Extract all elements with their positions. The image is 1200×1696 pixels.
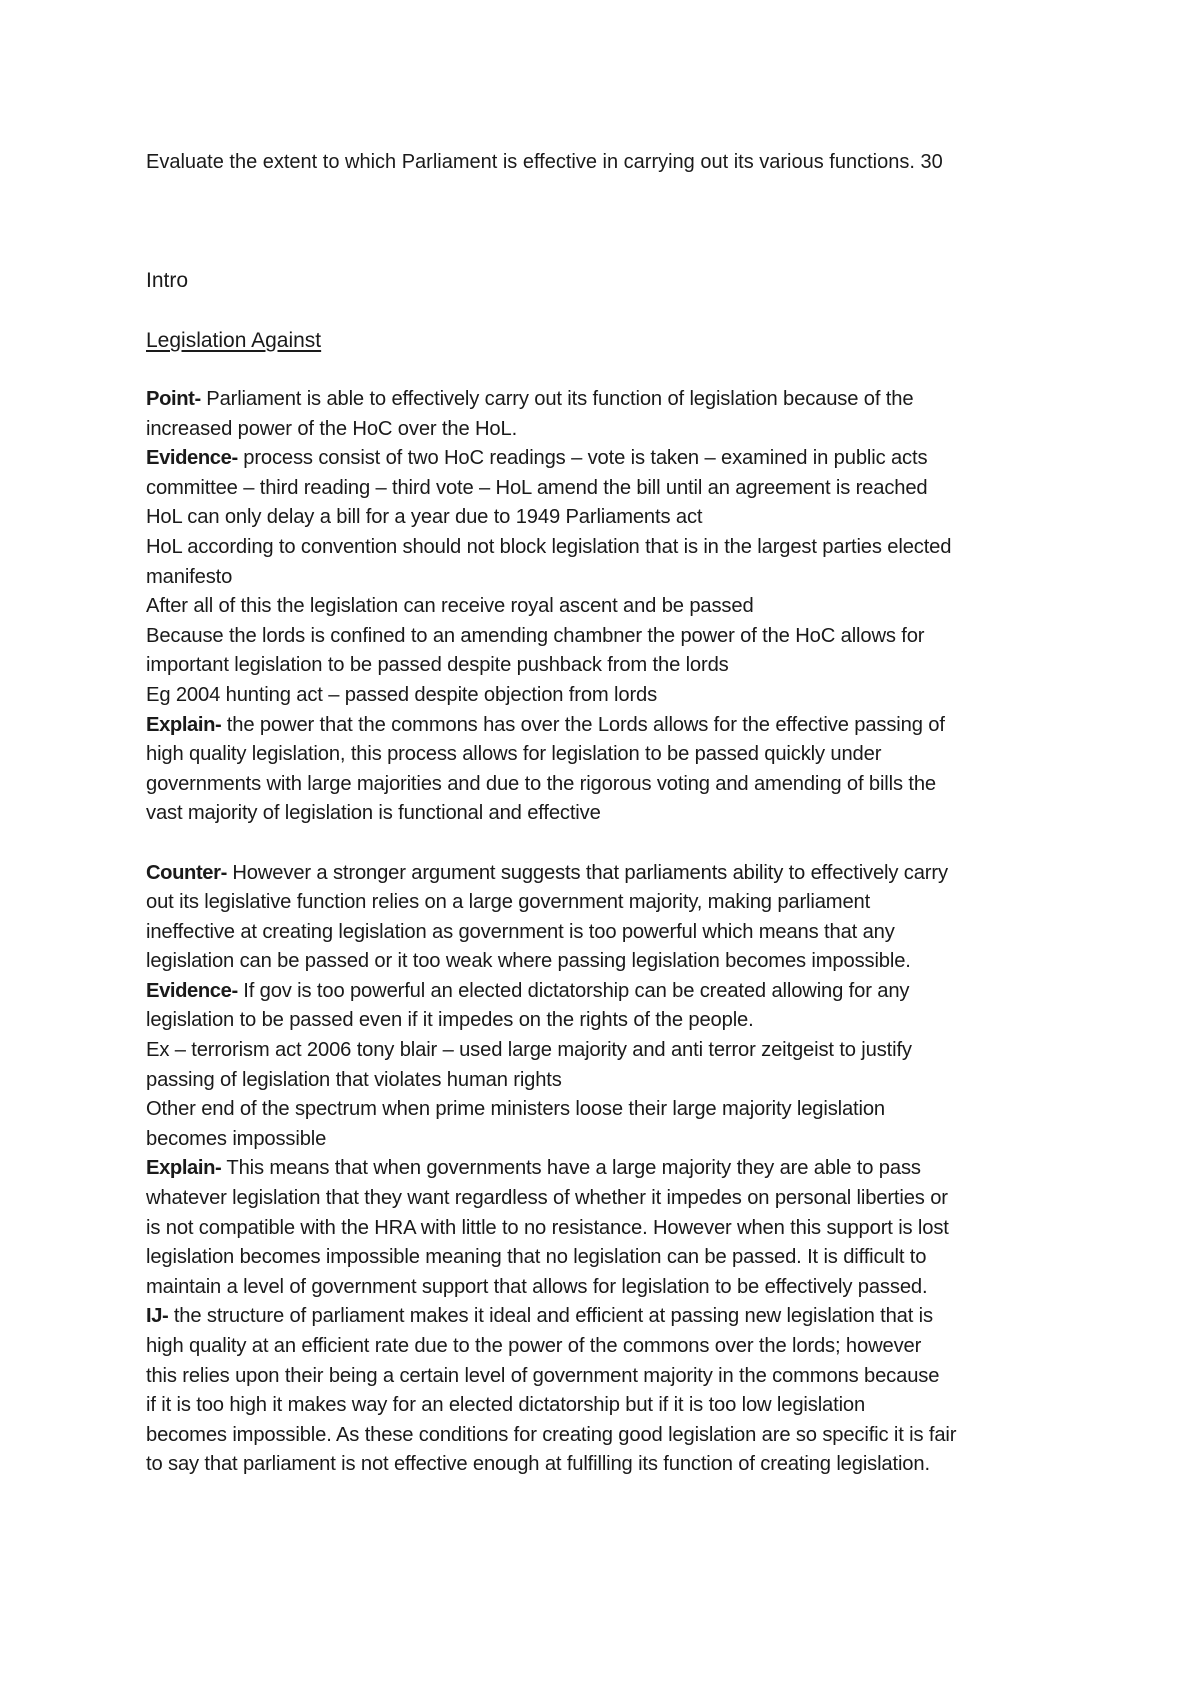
blank-line (146, 829, 1086, 859)
body-line: legislation becomes impossible meaning that no legislation can be passed. It is difficult to (146, 1246, 927, 1269)
body-line: this relies upon their being a certain level of government majority in the commons because (146, 1364, 940, 1387)
body-line: becomes impossible. As these conditions for creating good legislation are so specific it is fair (146, 1423, 957, 1446)
body-line: legislation can be passed or it too weak where passing legislation becomes impossible. (146, 950, 911, 973)
body-line: Evidence- If gov is too powerful an elected dictatorship can be created allowing for any (146, 979, 910, 1002)
body-line: HoL can only delay a bill for a year due to 1949 Parliaments act (146, 506, 703, 529)
body-line: Evidence- process consist of two HoC readings – vote is taken – examined in public acts (146, 447, 928, 470)
body-line: maintain a level of government support that allows for legislation to be effectively passed. (146, 1275, 928, 1298)
body-line: IJ- the structure of parliament makes it ideal and efficient at passing new legislation that is (146, 1305, 933, 1328)
body-line: important legislation to be passed despite pushback from the lords (146, 654, 729, 677)
body-line: high quality legislation, this process allows for legislation to be passed quickly under (146, 743, 882, 766)
body-line: manifesto (146, 565, 233, 588)
body-line: legislation to be passed even if it impedes on the rights of the people. (146, 1009, 754, 1032)
explain-label: Explain- (146, 713, 222, 736)
body-line: Explain- This means that when governments have a large majority they are able to pass (146, 1157, 921, 1180)
body-line: Point- Parliament is able to effectively carry out its function of legislation because of the (146, 388, 914, 410)
body-line: high quality at an efficient rate due to the power of the commons over the lords; however (146, 1335, 922, 1357)
body-line: Eg 2004 hunting act – passed despite objection from lords (146, 683, 658, 706)
body-line: HoL according to convention should not block legislation that is in the largest parties elected (146, 535, 952, 558)
body-line: After all of this the legislation can receive royal ascent and be passed (146, 595, 754, 618)
point-label: Point- (146, 388, 201, 410)
body-line: whatever legislation that they want regardless of whether it impedes on personal liberties or (146, 1187, 948, 1210)
section-heading: Legislation Against (146, 329, 322, 352)
body-line: committee – third reading – third vote – HoL amend the bill until an agreement is reached (146, 476, 928, 499)
body-line: out its legislative function relies on a large government majority, making parliament (146, 891, 871, 914)
essay-question: Evaluate the extent to which Parliament is effective in carrying out its various functions. 30 (146, 151, 943, 173)
body-line: Because the lords is confined to an amending chambner the power of the HoC allows for (146, 624, 925, 647)
body-line: passing of legislation that violates human rights (146, 1068, 562, 1091)
explain-label: Explain- (146, 1157, 222, 1180)
ij-label: IJ- (146, 1305, 169, 1328)
body-line: Explain- the power that the commons has over the Lords allows for the effective passing of (146, 713, 945, 736)
body-line: becomes impossible (146, 1127, 327, 1150)
body-line: ineffective at creating legislation as government is too powerful which means that any (146, 920, 895, 943)
counter-label: Counter- (146, 861, 227, 884)
body-line: Ex – terrorism act 2006 tony blair – used large majority and anti terror zeitgeist to justify (146, 1039, 912, 1062)
evidence-label: Evidence- (146, 979, 238, 1002)
body-line: is not compatible with the HRA with little to no resistance. However when this support is lost (146, 1216, 949, 1239)
body-line: increased power of the HoC over the HoL. (146, 417, 518, 440)
intro-heading: Intro (146, 269, 189, 292)
body-line: vast majority of legislation is functional and effective (146, 802, 601, 825)
body-line: governments with large majorities and due to the rigorous voting and amending of bills the (146, 772, 936, 795)
body-line: to say that parliament is not effective enough at fulfilling its function of creating legislation. (146, 1453, 930, 1476)
body-line: Counter- However a stronger argument suggests that parliaments ability to effectively carry (146, 861, 948, 884)
body-line: if it is too high it makes way for an elected dictatorship but if it is too low legislation (146, 1394, 866, 1417)
essay-body (146, 385, 1086, 1480)
body-line: Other end of the spectrum when prime ministers loose their large majority legislation (146, 1098, 886, 1121)
evidence-label: Evidence- (146, 447, 238, 470)
